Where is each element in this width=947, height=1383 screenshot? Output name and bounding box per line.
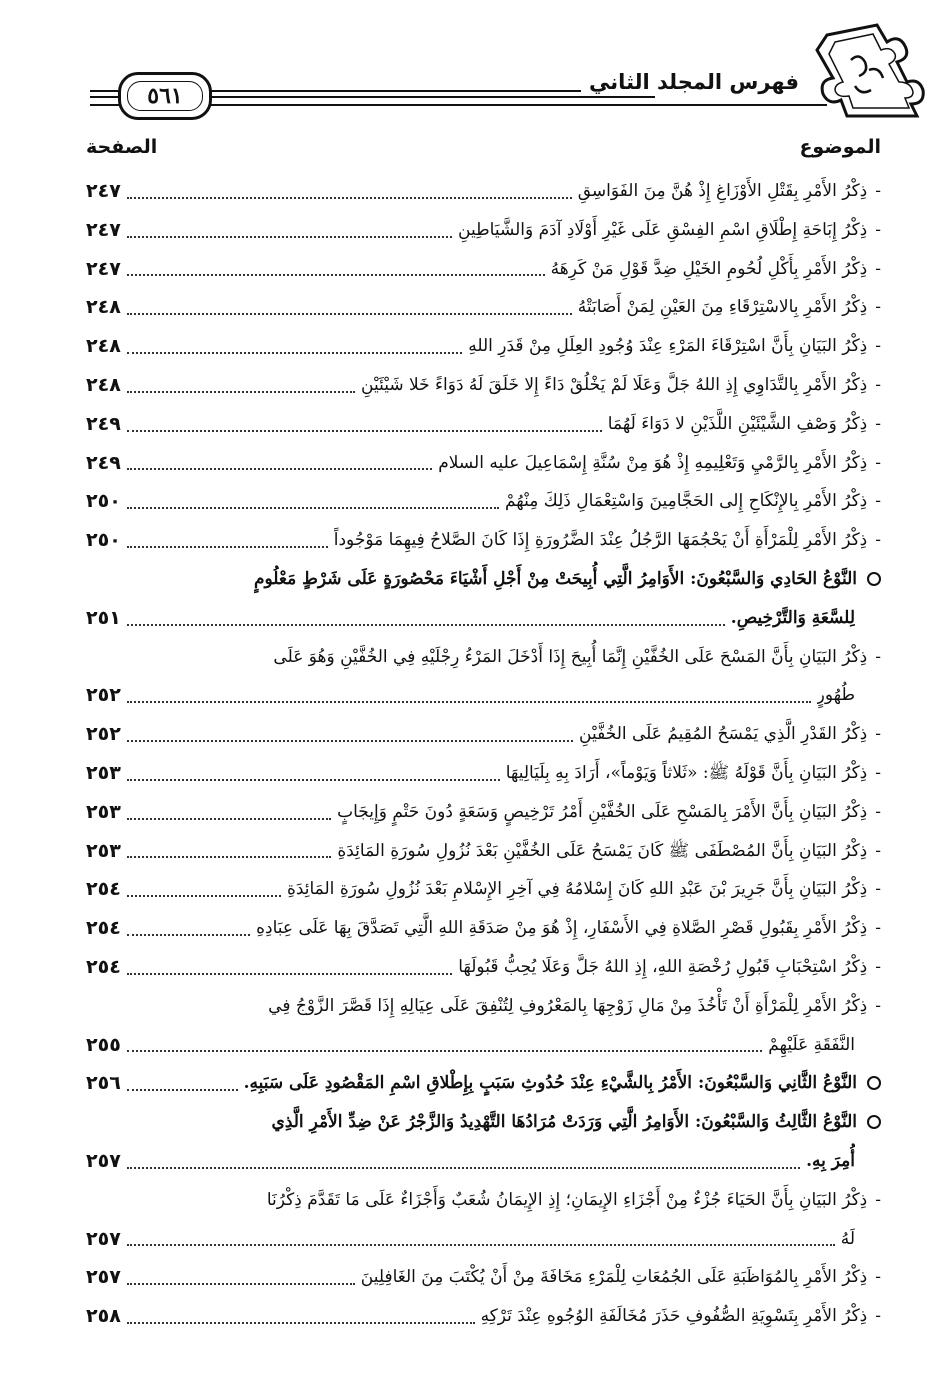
- dash-bullet-icon: -: [875, 801, 881, 822]
- entry-text: ذِكْرُ الأَمْرِ بِقَتْلِ الأَوْزَاغِ إِذْ هُنَّ مِنَ الفَوَاسِقِ: [577, 181, 868, 201]
- dash-bullet-icon: -: [875, 1306, 881, 1327]
- dash-bullet-icon: -: [875, 297, 881, 318]
- dash-bullet-icon: -: [875, 1267, 881, 1288]
- index-entry: [86, 444, 881, 483]
- dash-bullet-icon: -: [875, 918, 881, 939]
- index-entry: [86, 754, 881, 793]
- entry-text: ذِكْرُ الأَمْرِ بِالإِنْكَاحِ إِلى الحَجَّامِينَ وَاسْتِعْمَالِ ذَلِكَ مِنْهُمْ: [504, 491, 868, 512]
- dot-leader: [127, 507, 499, 509]
- dash-bullet-icon: -: [875, 374, 881, 395]
- entry-text: ذِكْرُ إِبَاحَةِ إِطْلَاقِ اسْمِ الفِسْقِ عَلَى غَيْرِ أَوْلَادِ آدَمَ وَالشَّيَاطِينِ: [458, 219, 868, 240]
- entry-page-number: ٢٥٠: [86, 490, 121, 513]
- index-entry: [86, 909, 881, 948]
- dot-leader: [127, 895, 281, 897]
- circle-bullet-icon: [867, 1115, 881, 1129]
- dot-leader: [127, 1167, 800, 1169]
- dot-leader: [127, 313, 572, 315]
- index-entry: [86, 366, 881, 405]
- entry-page-number: ٢٥١: [86, 606, 121, 629]
- index-entry: [86, 1181, 881, 1259]
- dot-leader: [127, 1283, 355, 1285]
- entry-page-number: ٢٤٧: [86, 218, 121, 241]
- index-list: [86, 172, 881, 1336]
- dot-leader: [127, 1244, 835, 1246]
- dash-bullet-icon: -: [875, 995, 881, 1016]
- dot-leader: [127, 973, 452, 975]
- entry-page-number: ٢٤٩: [86, 412, 121, 435]
- entry-text: ذِكْرُ الأَمْرِ بِقَبُولِ قَصْرِ الصَّلاةِ فِي الأَسْفَارِ، إِذْ هُوَ مِنْ صَدَقَةِ اللهِ الَّتِي تَصَدَّقَ بِهَا عَلَى عِبَادِهِ: [256, 918, 868, 939]
- dash-bullet-icon: -: [875, 840, 881, 861]
- dash-bullet-icon: -: [875, 491, 881, 512]
- dash-bullet-icon: -: [875, 336, 881, 357]
- index-entry: [86, 482, 881, 521]
- entry-text: ذِكْرُ الأَمْرِ بِالاسْتِرْقَاءِ مِنَ العَيْنِ لِمَنْ أَصَابَتْهُ: [577, 297, 868, 318]
- dash-bullet-icon: -: [875, 452, 881, 473]
- index-entry: [86, 1258, 881, 1297]
- index-entry: [86, 521, 881, 560]
- index-section-heading: [86, 1103, 881, 1181]
- dot-leader: [127, 546, 328, 548]
- dot-leader: [127, 779, 500, 781]
- entry-text: ذِكْرُ القَدْرِ الَّذِي يَمْسَحُ المُقِيمُ عَلَى الخُفَّيْنِ: [579, 724, 868, 745]
- dash-bullet-icon: -: [875, 258, 881, 279]
- dot-leader: [127, 818, 331, 820]
- entry-text: ذِكْرُ البَيَانِ بِأَنَّ المُصْطَفَى ﷺ كَانَ يَمْسَحُ عَلَى الخُفَّيْنِ بَعْدَ نُزُولِ سُورَةِ المَائِدَةِ: [337, 840, 868, 861]
- entry-text: ذِكْرُ البَيَانِ بِأَنَّ جَرِيرَ بْنَ عَبْدِ اللهِ كَانَ إِسْلامُهُ فِي آخِرِ الإِسْلامِ بَعْدَ نُزُولِ سُورَةِ المَائِدَةِ: [286, 879, 868, 900]
- entry-text: ذِكْرُ الأَمْرِ بِالتَّدَاوِي إِذِ اللهُ جَلَّ وَعَلَا لَمْ يَخْلُقْ دَاءً إِلا خَلَقَ لَهُ دَوَاءً خَلا شَيْئَيْنِ: [361, 374, 868, 395]
- dot-leader: [127, 856, 332, 858]
- entry-text: ذِكْرُ البَيَانِ بِأَنَّ المَسْحَ عَلَى الخُفَّيْنِ إِنَّمَا أُبِيحَ إِذَا أَدْخَلَ المَرْءُ رِجْلَيْهِ فِي الخُفَّيْنِ وَهُوَ عَلَى: [273, 646, 868, 667]
- dash-bullet-icon: -: [875, 530, 881, 551]
- entry-text: أُمِرَ بِهِ.: [806, 1150, 855, 1171]
- dot-leader: [127, 740, 573, 742]
- index-entry: [86, 288, 881, 327]
- entry-text: النَّوْعُ الحَادِي وَالسَّبْعُونَ: الأَوَامِرُ الَّتِي أُبِيحَتْ مِنْ أَجْلِ أَشْيَاءَ مَحْصُورَةٍ عَلَى شَرْطٍ مَعْلُومٍ: [253, 568, 857, 589]
- index-entry: [86, 250, 881, 289]
- index-entry: [86, 638, 881, 716]
- index-entry: [86, 211, 881, 250]
- entry-text: ذِكْرُ الأَمْرِ لِلْمَرْأَةِ أَنْ يَحْجُمَهَا الرَّجُلُ عِنْدَ الضَّرُورَةِ إِذَا كَانَ الصَّلاحُ فِيهِمَا مَوْجُوداً: [333, 530, 868, 551]
- entry-page-number: ٢٥٧: [86, 1266, 121, 1289]
- page-number: ٥٦١: [127, 81, 203, 111]
- dot-leader: [127, 274, 545, 276]
- dot-leader: [127, 391, 355, 393]
- page-header: [0, 0, 947, 130]
- dot-leader: [127, 430, 602, 432]
- entry-page-number: ٢٤٩: [86, 451, 121, 474]
- circle-bullet-icon: [867, 1076, 881, 1090]
- entry-page-number: ٢٥٠: [86, 529, 121, 552]
- dot-leader: [127, 934, 250, 936]
- entry-text: طُهُورٍ: [816, 685, 855, 706]
- entry-page-number: ٢٥٦: [86, 1072, 121, 1095]
- entry-page-number: ٢٥٨: [86, 1305, 121, 1328]
- dash-bullet-icon: -: [875, 219, 881, 240]
- dot-leader: [127, 468, 432, 470]
- dot-leader: [127, 1089, 238, 1091]
- entry-text: النَّوْعُ الثَّالِثُ وَالسَّبْعُونَ: الأَوَامِرُ الَّتِي وَرَدَتْ مُرَادُهَا التَّهْدِيدُ وَالزَّجْرُ عَنْ ضِدِّ الأَمْرِ الَّذِي: [271, 1112, 857, 1133]
- entry-page-number: ٢٥٣: [86, 761, 121, 784]
- dash-bullet-icon: -: [875, 956, 881, 977]
- entry-page-number: ٢٥٣: [86, 800, 121, 823]
- entry-text: ذِكْرُ البَيَانِ بِأَنَّ قَوْلَهُ ﷺ: «ثَلاثاً وَيَوْماً»، أَرَادَ بِهِ بِلَيَالِيهَا: [505, 762, 868, 783]
- page-number-frame: [118, 72, 212, 120]
- entry-page-number: ٢٥٧: [86, 1227, 121, 1250]
- index-entry: [86, 405, 881, 444]
- entry-page-number: ٢٥٢: [86, 684, 121, 707]
- entry-text: النَّفَقَةِ عَلَيْهِمْ: [768, 1034, 855, 1055]
- index-entry: [86, 1297, 881, 1336]
- dash-bullet-icon: -: [875, 1189, 881, 1210]
- column-label-page: الصفحة: [86, 136, 158, 158]
- entry-text: ذِكْرُ الأَمْرِ بِأَكْلِ لُحُومِ الخَيْلِ ضِدَّ قَوْلِ مَنْ كَرِهَهُ: [550, 258, 868, 279]
- circle-bullet-icon: [867, 572, 881, 586]
- dot-leader: [127, 701, 811, 703]
- entry-page-number: ٢٥٤: [86, 878, 121, 901]
- entry-text: ذِكْرُ الأَمْرِ بِالمُوَاظَبَةِ عَلَى الجُمُعَاتِ لِلْمَرْءِ مَخَافَةَ مِنْ أَنْ يُكْتَبَ مِنَ الغَافِلِينَ: [360, 1267, 868, 1288]
- entry-page-number: ٢٤٧: [86, 180, 121, 202]
- index-entry: [86, 793, 881, 832]
- index-entry: [86, 832, 881, 871]
- index-section-heading: [86, 1064, 881, 1103]
- entry-page-number: ٢٥٤: [86, 917, 121, 940]
- dash-bullet-icon: -: [875, 762, 881, 783]
- entry-text: ذِكْرُ اسْتِحْبَابِ قَبُولِ رُخْصَةِ اللهِ، إِذِ اللهُ جَلَّ وَعَلَا يُحِبُّ قَبُولَهَا: [458, 956, 868, 977]
- index-entry: [86, 870, 881, 909]
- entry-text: ذِكْرُ وَصْفِ الشَّيْئَيْنِ اللَّذَيْنِ لا دَوَاءَ لَهُمَا: [607, 413, 868, 434]
- entry-page-number: ٢٤٨: [86, 373, 121, 396]
- index-entry: [86, 172, 881, 211]
- entry-page-number: ٢٤٨: [86, 296, 121, 319]
- index-entry: [86, 715, 881, 754]
- entry-text: ذِكْرُ الأَمْرِ لِلْمَرْأَةِ أَنْ تَأْخُذَ مِنْ مَالِ زَوْجِهَا بِالمَعْرُوفِ لِتُنْفِقَ عَلَى عِيَالِهِ إِذَا قَصَّرَ الزَّوْجُ فِي: [268, 995, 868, 1016]
- dot-leader: [127, 1050, 762, 1052]
- dot-leader: [127, 1322, 475, 1324]
- entry-page-number: ٢٥٣: [86, 839, 121, 862]
- dash-bullet-icon: -: [875, 413, 881, 434]
- entry-text: النَّوْعُ الثَّانِي وَالسَّبْعُونَ: الأَمْرُ بِالشَّيْءِ عِنْدَ حُدُوثِ سَبَبٍ بِإِطْلاقِ اسْمِ المَقْصُودِ عَلَى سَبَبِهِ.: [243, 1073, 857, 1094]
- column-label-topic: الموضوع: [799, 136, 881, 158]
- running-title: فهرس المجلد الثاني: [581, 70, 807, 94]
- dash-bullet-icon: -: [875, 181, 881, 201]
- entry-text: ذِكْرُ الأَمْرِ بِالرَّمْيِ وَتَعْلِيمِهِ إِذْ هُوَ مِنْ سُنَّةِ إِسْمَاعِيلَ عليه السلام: [438, 452, 868, 473]
- index-section-heading: [86, 560, 881, 638]
- dot-leader: [127, 624, 725, 626]
- dot-leader: [127, 236, 452, 238]
- entry-text: لِلسَّعَةِ وَالتَّرْخِيصِ.: [730, 607, 855, 628]
- entry-page-number: ٢٤٨: [86, 335, 121, 358]
- entry-text: ذِكْرُ البَيَانِ بِأَنَّ الأَمْرَ بِالمَسْحِ عَلَى الخُفَّيْنِ أَمْرُ تَرْخِيصٍ وَسَعَةٍ دُونَ حَتْمٍ وَإِيجَابٍ: [337, 801, 868, 822]
- entry-page-number: ٢٤٧: [86, 257, 121, 280]
- entry-text: ذِكْرُ البَيَانِ بِأَنَّ اسْتِرْقَاءَ المَرْءِ عِنْدَ وُجُودِ العِلَلِ مِنْ قَدَرِ اللهِ: [468, 336, 868, 357]
- entry-page-number: ٢٥٥: [86, 1033, 121, 1056]
- entry-text: ذِكْرُ الأَمْرِ بِتَسْوِيَةِ الصُّفُوفِ حَذَرَ مُخَالَفَةِ الوُجُوهِ عِنْدَ تَرْكِهِ: [480, 1306, 868, 1327]
- index-entry: [86, 327, 881, 366]
- dash-bullet-icon: -: [875, 646, 881, 667]
- dash-bullet-icon: -: [875, 724, 881, 745]
- index-entry: [86, 987, 881, 1065]
- dash-bullet-icon: -: [875, 879, 881, 900]
- dot-leader: [127, 352, 462, 354]
- entry-page-number: ٢٥٢: [86, 723, 121, 746]
- entry-page-number: ٢٥٤: [86, 955, 121, 978]
- dot-leader: [127, 197, 572, 199]
- entry-text: لَهُ: [840, 1228, 855, 1249]
- index-entry: [86, 948, 881, 987]
- entry-page-number: ٢٥٧: [86, 1149, 121, 1172]
- entry-text: ذِكْرُ البَيَانِ بِأَنَّ الحَيَاءَ جُزْءٌ مِنْ أَجْزَاءِ الإِيمَانِ؛ إِذِ الإِيمَانُ شُعَبٌ وَأَجْزَاءٌ عَلَى مَا تَقَدَّمَ ذِكْرُنَا: [266, 1189, 868, 1210]
- puzzle-ornament-icon: [807, 20, 937, 120]
